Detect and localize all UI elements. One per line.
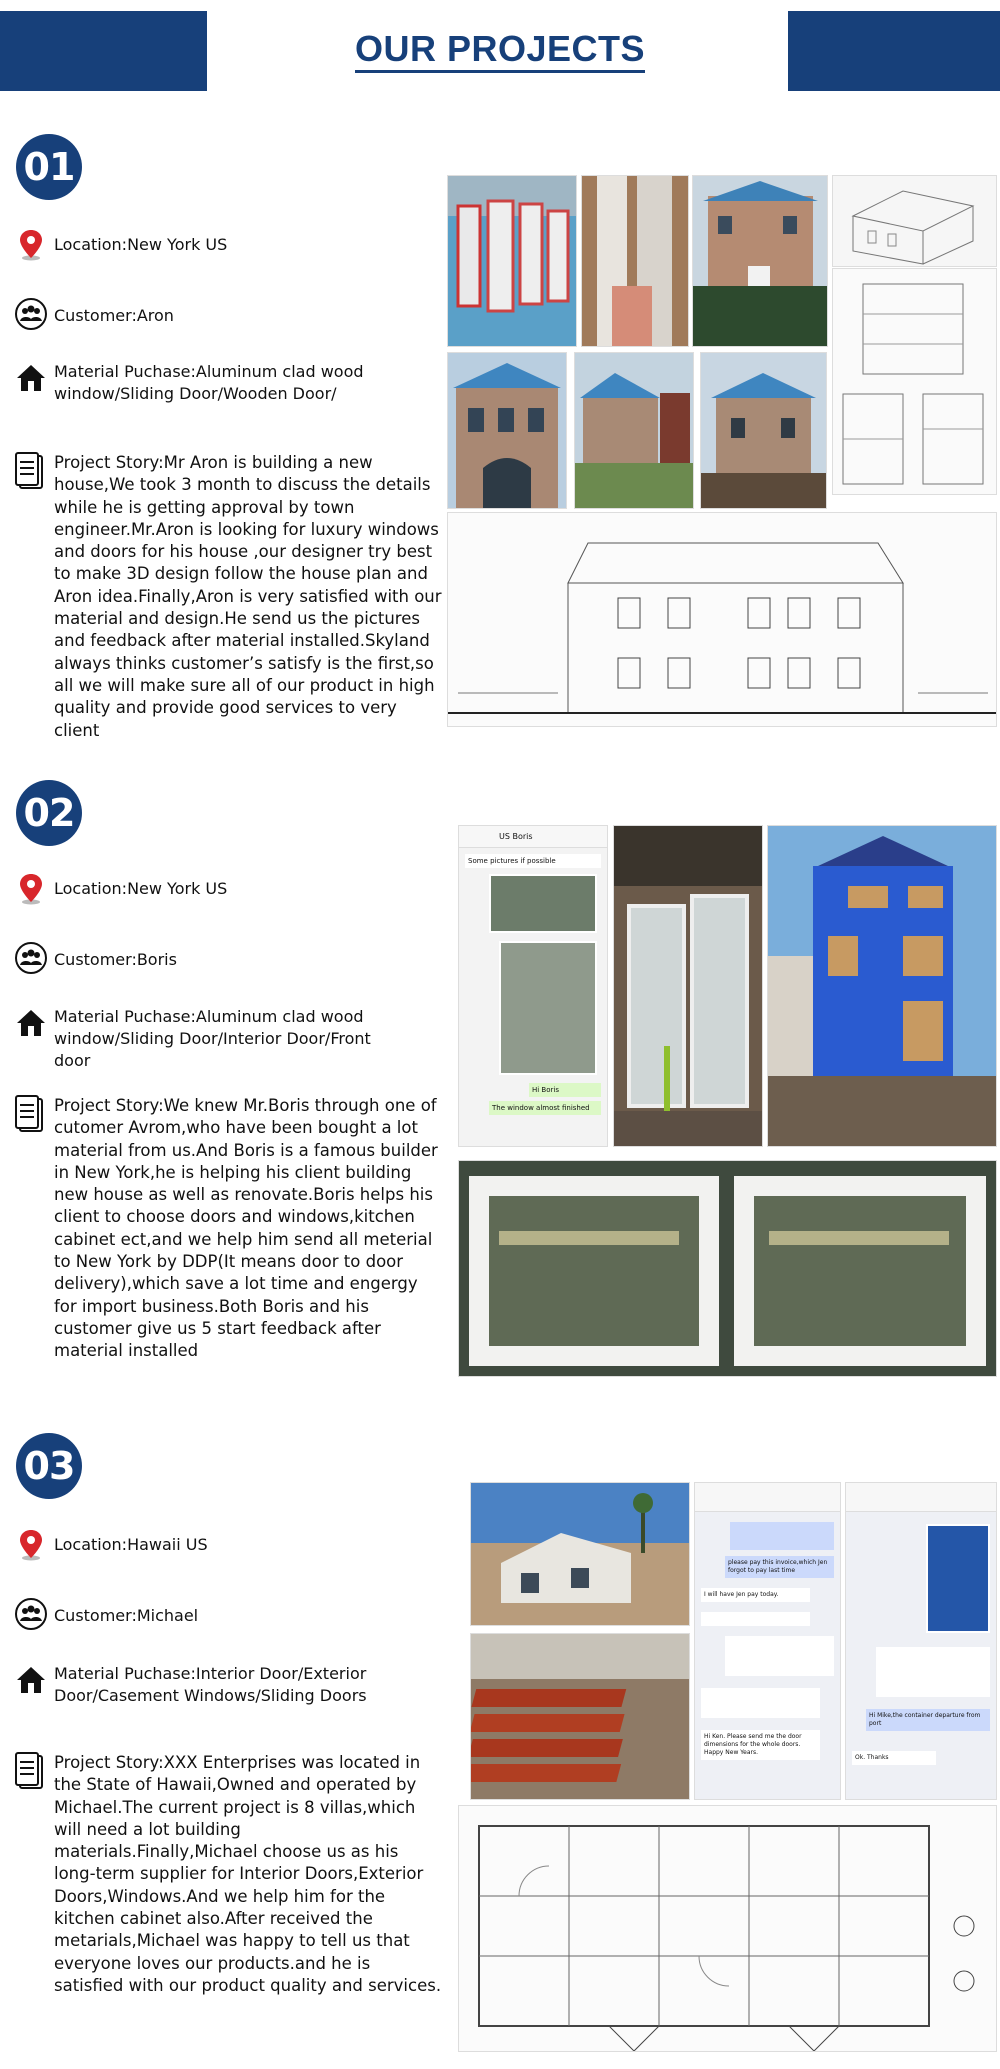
location-text: Location:New York US	[54, 235, 228, 254]
chat-message: Hi Mike,the container departure from port	[866, 1709, 990, 1731]
photo-doors-stacked-warehouse	[470, 1633, 690, 1800]
location-text: Location:New York US	[54, 879, 228, 898]
house-icon	[14, 1006, 48, 1040]
page-title: OUR PROJECTS	[0, 28, 1000, 70]
photo-casement-window-closeup	[458, 1160, 997, 1377]
story-row	[14, 1095, 444, 1363]
photo-villa-construction-site	[470, 1482, 690, 1626]
material-text: Material Puchase:Aluminum clad wood window/Sliding Door/Wooden Door/	[54, 362, 364, 403]
project-number-badge: 02	[16, 780, 82, 846]
story-text: Project Story:We knew Mr.Boris through one of cutomer Avrom,who have been bought a lot material from us.And Boris is a famous builder in New York,he is helping his client building new house as well as renovate.Boris helps his client to choose doors and windows,kitchen cabinet ect,and we help him send all meterial to New York by DDP(It means door to door delivery),which save a lot time and engergy for import business.Both Boris and his customer give us 5 start feedback after material installed	[54, 1096, 438, 1361]
story-row	[14, 452, 444, 742]
document-icon	[14, 452, 48, 492]
location-text: Location:Hawaii US	[54, 1535, 208, 1554]
material-row	[14, 1006, 444, 1072]
material-text: Material Puchase:Aluminum clad wood window/Sliding Door/Interior Door/Front door	[54, 1007, 371, 1070]
chat-message: I will have Jen pay today.	[701, 1588, 810, 1602]
photo-window-frames-workshop	[447, 175, 577, 347]
photo-house-front	[692, 175, 828, 347]
customers-icon	[14, 297, 48, 331]
material-row	[14, 1663, 444, 1707]
photo-door-frame-closeup	[581, 175, 689, 347]
customer-text: Customer:Boris	[54, 950, 177, 969]
story-text: Project Story:XXX Enterprises was located in the State of Hawaii,Owned and operated by Michael.The current project is 8 villas,which will need a lot building materials.Finally,Michael choose us as his long-term supplier for Interior Doors,Exterior Doors,Windows.And we help him for the kitchen cabinet also.After received the metarials,Michael was happy to tell us that everyone loves our products.and he is satisfied with our product quality and services.	[54, 1753, 442, 1995]
customer-text: Customer:Michael	[54, 1606, 199, 1625]
chat-message: please pay this invoice,which Jen forgot to pay last time	[725, 1556, 834, 1578]
document-icon	[14, 1752, 48, 1792]
location-pin-icon	[14, 228, 48, 262]
photo-front-elevation-plan	[447, 512, 997, 727]
chat-contact-name: US Boris	[459, 826, 607, 848]
chat-message: Hi Ken. Please send me the door dimensions for the whole doors. Happy New Years.	[701, 1730, 820, 1760]
story-row	[14, 1752, 444, 1997]
customer-row	[14, 1597, 444, 1631]
customers-icon	[14, 941, 48, 975]
customer-text: Customer:Aron	[54, 306, 174, 325]
photo-3d-house-render	[832, 175, 997, 267]
photo-chat-screenshot-michael	[694, 1482, 841, 1800]
photo-chat-screenshot-container	[845, 1482, 997, 1800]
photo-chat-screenshot-boris	[458, 825, 608, 1147]
photo-house-arched-windows	[447, 352, 567, 509]
chat-message: The window almost finished	[489, 1101, 601, 1115]
customer-row	[14, 941, 444, 975]
project-number-badge: 01	[16, 134, 82, 200]
customers-icon	[14, 1597, 48, 1631]
material-text: Material Puchase:Interior Door/Exterior Door/Casement Windows/Sliding Doors	[54, 1664, 367, 1705]
material-row	[14, 361, 444, 405]
photo-villa-floor-plan	[458, 1805, 997, 2052]
story-text: Project Story:Mr Aron is building a new house,We took 3 month to discuss the details while he is getting approval by town engineer.Mr.Aron is looking for luxury windows and doors for his house ,our designer try best to make 3D design follow the house plan and Aron idea.Finally,Aron is very satisfied with our material and design.He send us the pictures and feedback after material installed.Skyland always thinks customer’s satisfy is the first,so all we will make sure all of our product in high quality and provide good services to very client	[54, 453, 442, 740]
house-icon	[14, 361, 48, 395]
chat-message: Some pictures if possible	[465, 854, 601, 868]
chat-message: Hi Boris	[529, 1083, 601, 1097]
location-pin-icon	[14, 1528, 48, 1562]
document-icon	[14, 1095, 48, 1135]
customer-row	[14, 297, 444, 331]
location-pin-icon	[14, 872, 48, 906]
location-row	[14, 1528, 444, 1562]
photo-elevation-drawing	[832, 268, 997, 495]
photo-house-completed	[700, 352, 827, 509]
location-row	[14, 228, 444, 262]
photo-house-side-view	[574, 352, 694, 509]
location-row	[14, 872, 444, 906]
project-number-badge: 03	[16, 1433, 82, 1499]
chat-message: Ok. Thanks	[852, 1751, 936, 1765]
photo-sliding-door-workshop	[613, 825, 763, 1147]
photo-house-under-construction	[767, 825, 997, 1147]
house-icon	[14, 1663, 48, 1697]
